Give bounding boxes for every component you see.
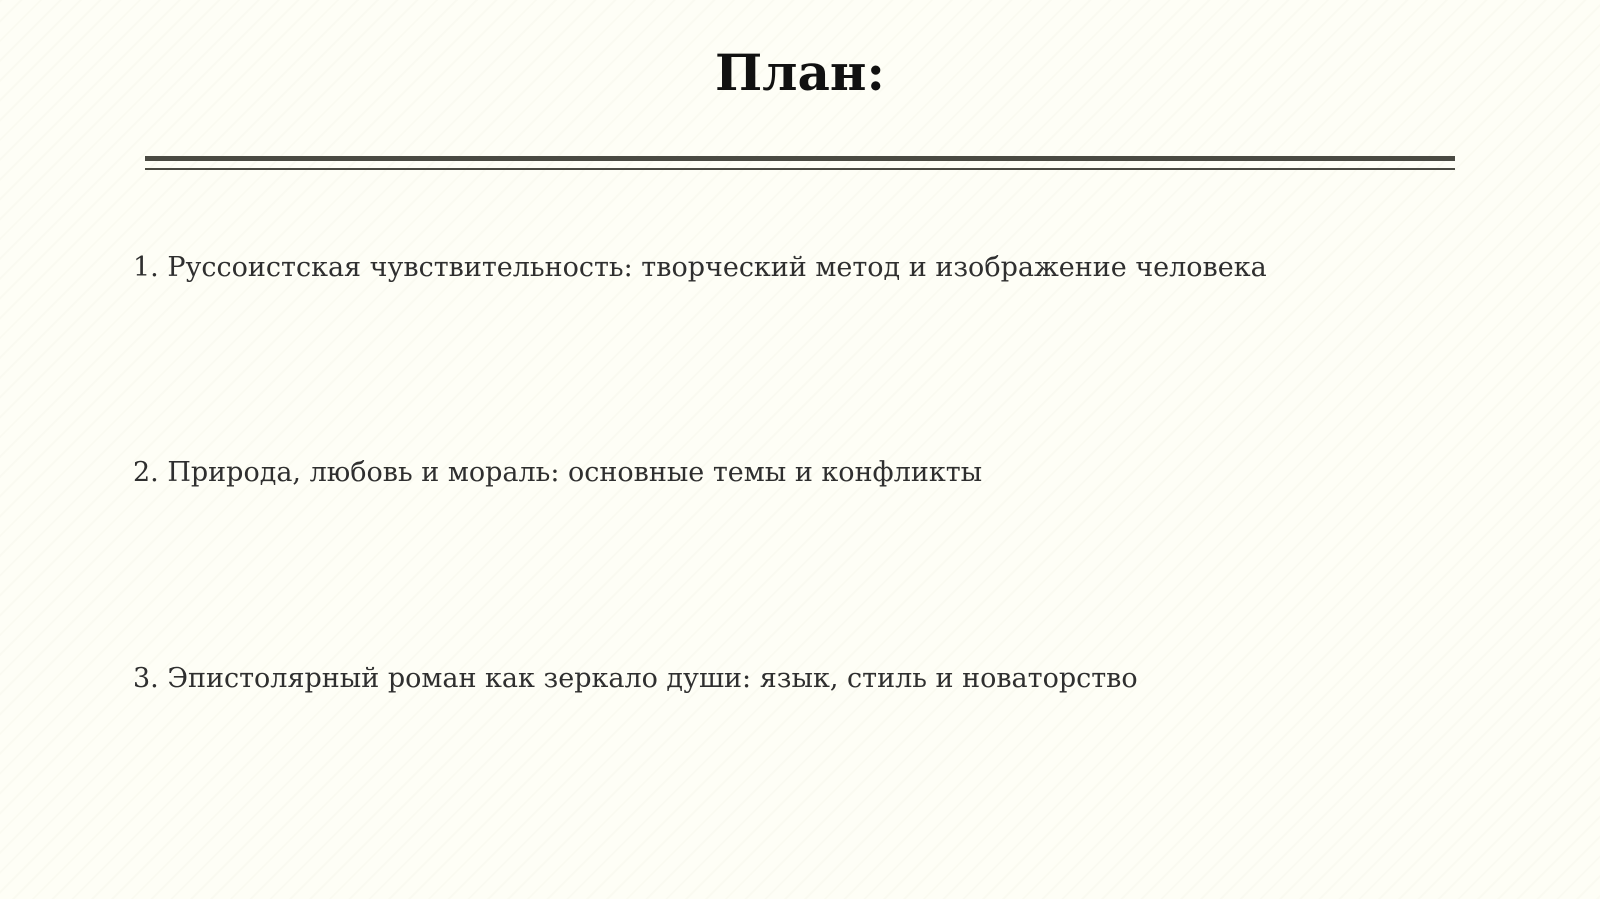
divider-thin-line [145,168,1455,170]
plan-item-1: 1. Руссоистская чувствительность: творческий метод и изображение человека [133,252,1267,283]
plan-item-3: 3. Эпистолярный роман как зеркало души: язык, стиль и новаторство [133,663,1138,694]
plan-item-2: 2. Природа, любовь и мораль: основные темы и конфликты [133,457,983,488]
title-divider [145,156,1455,172]
divider-thick-line [145,156,1455,161]
slide-title: План: [715,43,885,102]
